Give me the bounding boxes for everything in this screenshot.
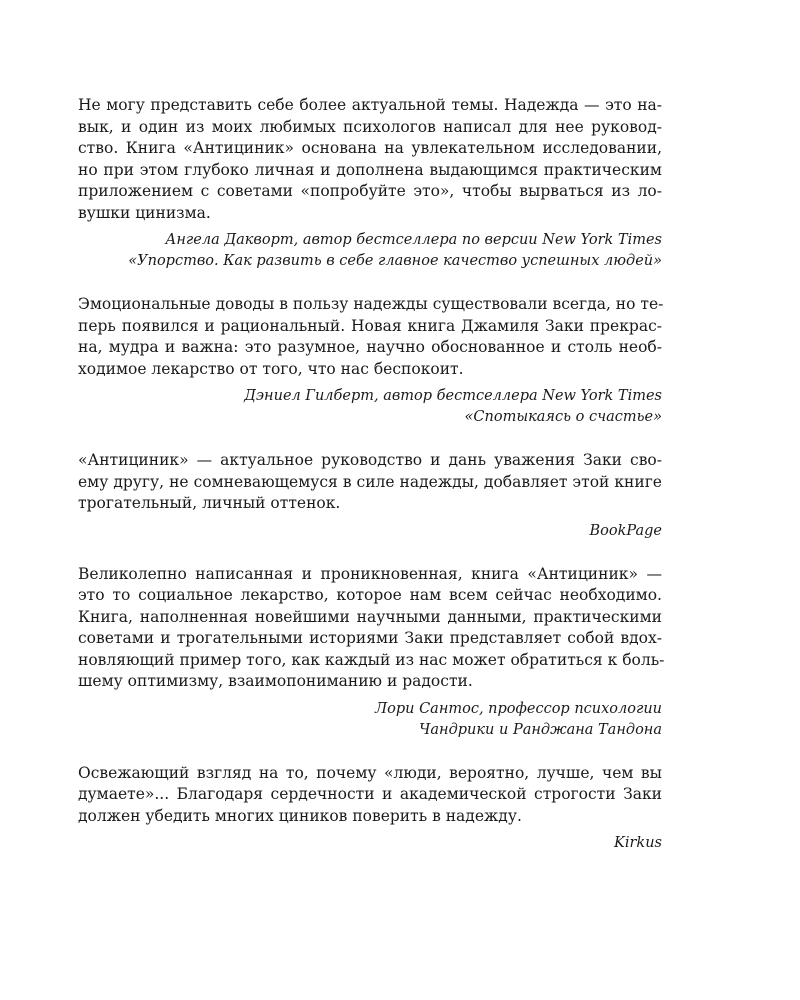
praise-page — [78, 95, 665, 854]
quote-line: вушки цинизма. — [78, 203, 211, 222]
attribution-line: Дэниел Гилберт, автор бестселлера New York Times — [244, 388, 662, 404]
quote-line: Эмоциональные доводы в пользу надежды существовали всегда, но те- — [78, 295, 664, 313]
spacer — [78, 428, 662, 450]
review-quote — [78, 95, 662, 224]
review-blurb-bookpage — [78, 450, 662, 542]
review-blurb-santos — [78, 564, 665, 741]
quote-line: Великолепно написанная и проникновенная, книга «Антициник» — — [78, 564, 662, 583]
quote-line: Не могу представить себе более актуальной темы. Надежда — это на- — [78, 96, 662, 114]
quote-line: новляющий пример того, как каждый из нас может обратиться к боль- — [78, 650, 665, 669]
review-attribution — [78, 230, 662, 272]
attribution-line: «Спотыкаясь о счастье» — [464, 409, 662, 425]
spacer — [78, 741, 662, 763]
review-attribution — [78, 699, 662, 741]
quote-line: трогательный, личный оттенок. — [78, 494, 341, 512]
quote-line: думаете»... Благодаря сердечности и академической строгости Заки — [78, 785, 662, 803]
quote-line: на, мудра и важна: это разумное, научно обоснованное и столь необ- — [78, 338, 662, 356]
quote-line: это то социальное лекарство, которое нам всем сейчас необходимо. — [78, 586, 662, 604]
quote-line: но при этом глубоко личная и дополнена выдающимся практическим — [78, 160, 662, 179]
review-quote — [78, 564, 665, 693]
quote-line: ство. Книга «Антициник» основана на увлекательном исследовании, — [78, 139, 662, 157]
review-quote — [78, 763, 662, 828]
attribution-line: BookPage — [589, 522, 662, 539]
quote-line: перь появился и рациональный. Новая книга Джамиля Заки прекрас- — [78, 316, 662, 335]
quote-line: должен убедить многих циников поверить в надежду. — [78, 806, 522, 825]
quote-line: Книга, наполненная новейшими научными данными, практическими — [78, 607, 662, 626]
review-attribution — [78, 833, 662, 854]
quote-line: шему оптимизму, взаимопониманию и радости. — [78, 672, 473, 690]
attribution-line: Чандрики и Ранджана Тандона — [419, 721, 662, 738]
spacer — [78, 542, 662, 564]
attribution-line: «Упорство. Как развить в себе главное качество успешных людей» — [128, 253, 662, 269]
quote-line: приложением с советами «попробуйте это», чтобы вырваться из ло- — [78, 182, 662, 200]
review-attribution — [78, 386, 662, 428]
review-attribution — [78, 521, 662, 542]
review-quote — [78, 450, 662, 515]
attribution-line: Лори Сантос, профессор психологии — [375, 700, 662, 717]
review-quote — [78, 294, 662, 380]
quote-line: вык, и один из моих любимых психологов написал для нее руковод- — [78, 117, 662, 136]
quote-line: «Антициник» — актуальное руководство и дань уважения Заки сво- — [78, 451, 662, 469]
review-blurb-gilbert — [78, 294, 662, 428]
attribution-line: Kirkus — [614, 835, 662, 851]
quote-line: ему другу, не сомневающемуся в силе надежды, добавляет этой книге — [78, 472, 662, 491]
review-blurb-duckworth — [78, 95, 662, 272]
spacer — [78, 272, 662, 294]
review-blurb-kirkus — [78, 763, 662, 855]
quote-line: ходимое лекарство от того, что нас беспокоит. — [78, 359, 464, 378]
quote-line: советами и трогательными историями Заки представляет собой вдох- — [78, 629, 662, 647]
attribution-line: Ангела Дакворт, автор бестселлера по версии New York Times — [165, 232, 662, 248]
quote-line: Освежающий взгляд на то, почему «люди, вероятно, лучше, чем вы — [78, 763, 662, 782]
